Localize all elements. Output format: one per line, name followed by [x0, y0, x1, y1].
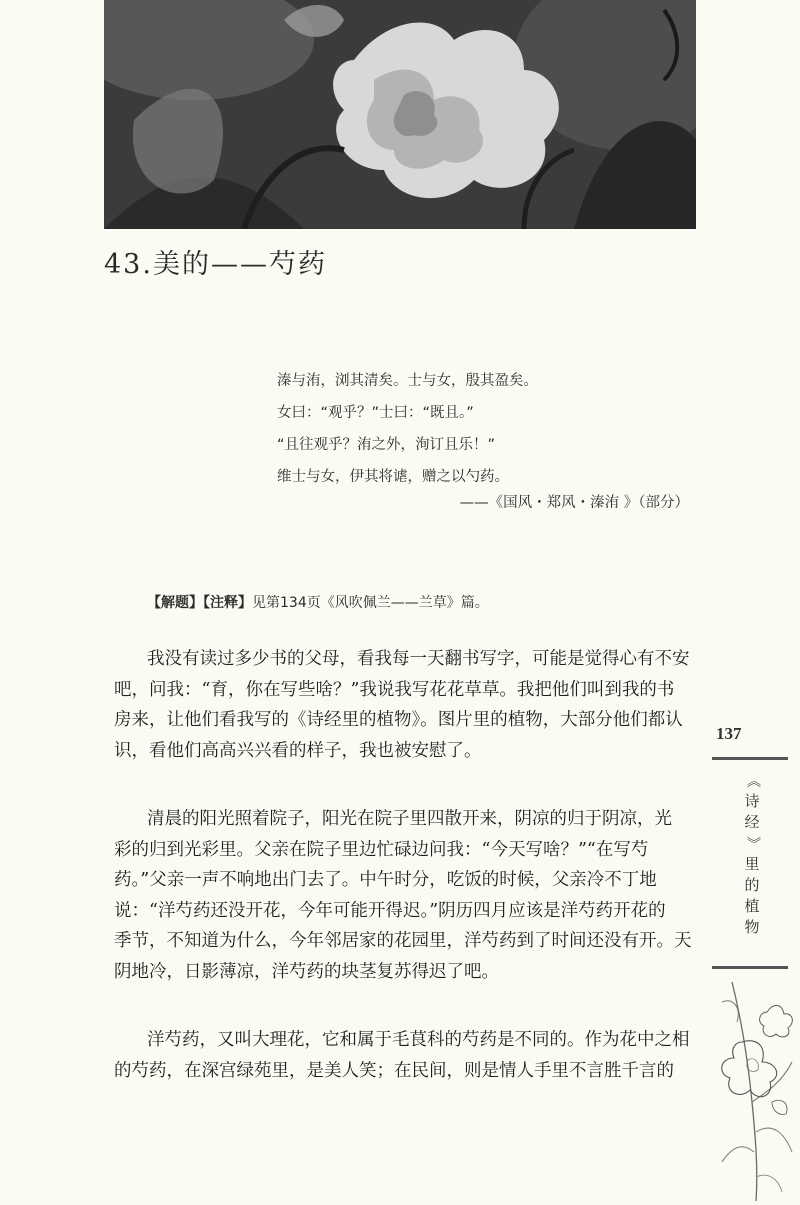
title-char: 诗	[744, 792, 760, 810]
text-line: 的芍药，在深宫绿苑里，是美人笑；在民间，则是情人手里不言胜千言的	[114, 1060, 674, 1081]
title-char: 里	[744, 855, 760, 873]
margin-rule-top	[712, 757, 788, 760]
text-line: 房来，让他们看我写的《诗经里的植物》。图片里的植物，大部分他们都认	[114, 710, 683, 730]
paragraph	[114, 804, 706, 987]
title-open-bracket: 《	[744, 773, 761, 788]
note-tag-explanation: 【解题】	[147, 595, 203, 611]
running-book-title	[740, 770, 764, 938]
poem-line: “且往观乎？洧之外，洵订且乐！”	[277, 437, 496, 453]
title-close-bracket: 》	[744, 836, 761, 851]
paragraph	[114, 644, 706, 766]
flower-sketch-icon	[712, 982, 800, 1201]
margin-rule-bottom	[712, 966, 788, 969]
text-line: 彩的归到光彩里。父亲在院子里边忙碌边问我：“今天写啥？”“在写芍	[114, 839, 649, 860]
poem-line: 女曰：“观乎？”士曰：“既且。”	[277, 405, 474, 421]
text-line: 清晨的阳光照着院子，阳光在院子里四散开来，阴凉的归于阴凉，光	[147, 809, 672, 829]
annotation-note	[147, 592, 489, 612]
text-line: 吧，问我：“育，你在写些啥？”我说我写花花草草。我把他们叫到我的书	[114, 679, 675, 700]
title-char: 的	[744, 876, 760, 894]
page-number: 137	[716, 724, 742, 743]
text-line: 季节，不知道为什么，今年邻居家的花园里，洋芍药到了时间还没有开。天	[114, 931, 692, 951]
note-text: 见第134页《风吹佩兰——兰草》篇。	[252, 595, 489, 611]
text-line: 洋芍药，又叫大理花，它和属于毛茛科的芍药是不同的。作为花中之相	[147, 1030, 690, 1050]
title-char: 植	[744, 897, 760, 915]
text-line: 我没有读过多少书的父母，看我每一天翻书写字，可能是觉得心有不安	[147, 649, 690, 669]
chapter-title: 43.美的——芍药	[104, 249, 327, 280]
text-line: 药。”父亲一声不响地出门去了。中午时分，吃饭的时候，父亲冷不丁地	[114, 870, 657, 890]
title-char: 经	[744, 813, 760, 831]
text-line: 阴地冷，日影薄凉，洋芍药的块茎复苏得迟了吧。	[114, 961, 499, 982]
poem-line: 溱与洧，浏其清矣。士与女，殷其盈矣。	[277, 373, 538, 389]
title-char: 物	[744, 918, 760, 936]
text-line: 说：“洋芍药还没开花，今年可能开得迟。”阴历四月应该是洋芍药开花的	[114, 900, 666, 921]
body-text	[114, 644, 706, 1124]
poem-block	[277, 368, 707, 520]
note-tag-annotation: 【注释】	[203, 595, 252, 611]
paragraph	[114, 1025, 706, 1086]
peony-photo	[104, 0, 696, 229]
poem-line: 维士与女，伊其将谑，赠之以勺药。	[277, 469, 509, 485]
poem-source: ——《国风・郑风・溱洧 》（部分）	[459, 495, 689, 511]
text-line: 识，看他们高高兴兴看的样子，我也被安慰了。	[114, 740, 482, 761]
